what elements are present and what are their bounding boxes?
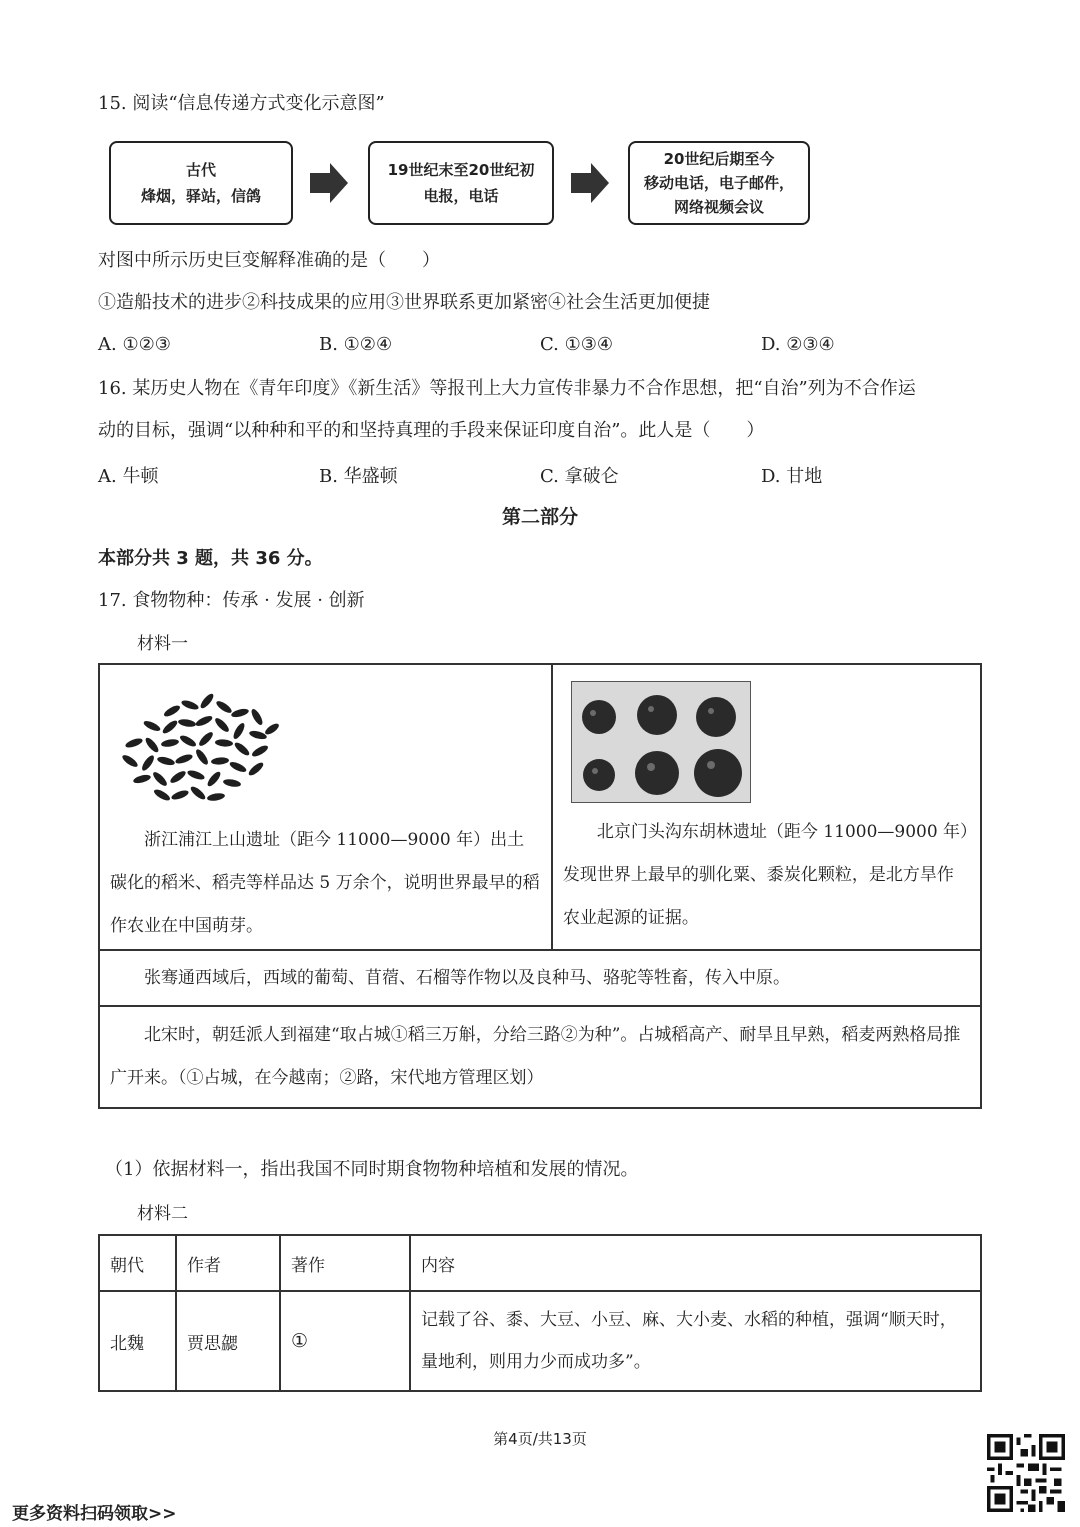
flow-box-modern-line-1: 19世纪末至20世纪初 — [387, 161, 535, 179]
q16-option-b[interactable]: B. 华盛顿 — [319, 466, 398, 487]
flow-box-modern — [368, 141, 554, 225]
table-cell-dynasty: 北魏 — [99, 1291, 176, 1391]
part2-desc: 本部分共 3 题，共 36 分。 — [98, 548, 323, 569]
material1-label: 材料一 — [137, 634, 188, 654]
flow-box-ancient-line-1: 古代 — [185, 161, 216, 179]
table-header-work: 著作 — [280, 1235, 410, 1291]
q15-option-b[interactable]: B. ①②④ — [319, 334, 393, 355]
material1-left-text: 浙江浦江上山遗址（距今 11000—9000 年）出土碳化的稻米、稻壳等样品达 5 万余个，说明世界最早的稻作农业在中国萌芽。 — [110, 830, 540, 936]
material1-cell-right — [552, 664, 981, 950]
q15-stem: 15. 阅读“信息传递方式变化示意图” — [98, 93, 385, 114]
material1-cell-left — [99, 664, 552, 950]
qr-code-icon[interactable] — [987, 1434, 1065, 1512]
q15-option-a[interactable]: A. ①②③ — [98, 334, 171, 355]
flow-box-contemporary — [628, 141, 810, 225]
q16-line-2: 动的目标，强调“以种种和平的和坚持真理的手段来保证印度自治”。此人是（ ） — [98, 420, 765, 441]
q16-option-a[interactable]: A. 牛顿 — [98, 466, 159, 487]
q15-option-c[interactable]: C. ①③④ — [540, 334, 613, 355]
q17-stem: 17. 食物物种：传承 · 发展 · 创新 — [98, 590, 365, 611]
flow-box-contemporary-line-3: 网络视频会议 — [673, 198, 764, 216]
material1-table — [98, 663, 982, 1109]
material1-row-2: 张骞通西域后，西域的葡萄、苜蓿、石榴等作物以及良种马、骆驼等牲畜，传入中原。 — [99, 950, 981, 1006]
table-header-dynasty: 朝代 — [99, 1235, 176, 1291]
right-arrow-icon — [308, 161, 350, 205]
table-cell-author: 贾思勰 — [176, 1291, 280, 1391]
q16-line-1: 16. 某历史人物在《青年印度》《新生活》等报刊上大力宣传非暴力不合作思想，把“自治”列为不合作运 — [98, 378, 916, 399]
material1-right-text: 北京门头沟东胡林遗址（距今 11000—9000 年）发现世界上最早的驯化粟、黍炭化颗粒，是北方旱作农业起源的证据。 — [562, 822, 969, 928]
q16-option-c[interactable]: C. 拿破仑 — [540, 466, 619, 487]
flow-box-contemporary-line-1: 20世纪后期至今 — [663, 150, 775, 168]
flow-box-ancient-line-2: 烽烟，驿站，信鸽 — [140, 187, 261, 205]
flow-box-ancient — [109, 141, 293, 225]
table-header-author: 作者 — [176, 1235, 280, 1291]
flow-box-modern-line-2: 电报，电话 — [423, 187, 499, 205]
right-arrow-icon — [569, 161, 611, 205]
q16-option-d[interactable]: D. 甘地 — [761, 466, 823, 487]
flow-box-contemporary-line-2: 移动电话，电子邮件， — [643, 174, 794, 192]
table-header-content: 内容 — [410, 1235, 981, 1291]
q15-question: 对图中所示历史巨变解释准确的是（ ） — [98, 250, 440, 271]
page-number: 第4页/共13页 — [493, 1430, 587, 1448]
table-cell-content: 记载了谷、黍、大豆、小豆、麻、大小麦、水稻的种植，强调“顺天时，量地利，则用力少而成功多”。 — [410, 1291, 981, 1391]
material2-label: 材料二 — [137, 1204, 188, 1224]
part2-title: 第二部分 — [501, 506, 578, 528]
carbonized-grain-image — [571, 681, 751, 803]
table-cell-work-blank: ① — [280, 1291, 410, 1391]
carbonized-rice-image — [112, 681, 282, 811]
material2-table — [98, 1234, 982, 1392]
more-resources-link[interactable]: 更多资料扫码领取>> — [12, 1504, 177, 1524]
q15-option-d[interactable]: D. ②③④ — [761, 334, 835, 355]
q16-options — [98, 462, 982, 488]
q15-options — [98, 334, 982, 355]
q15-items: ①造船技术的进步②科技成果的应用③世界联系更加紧密④社会生活更加便捷 — [98, 292, 710, 313]
q17-sub-1: （1）依据材料一，指出我国不同时期食物物种培植和发展的情况。 — [105, 1159, 639, 1180]
material1-row-3: 北宋时，朝廷派人到福建“取占城①稻三万斛，分给三路②为种”。占城稻高产、耐旱且早熟，稻麦两熟格局推广开来。（①占城，在今越南；②路，宋代地方管理区划） — [99, 1006, 981, 1108]
